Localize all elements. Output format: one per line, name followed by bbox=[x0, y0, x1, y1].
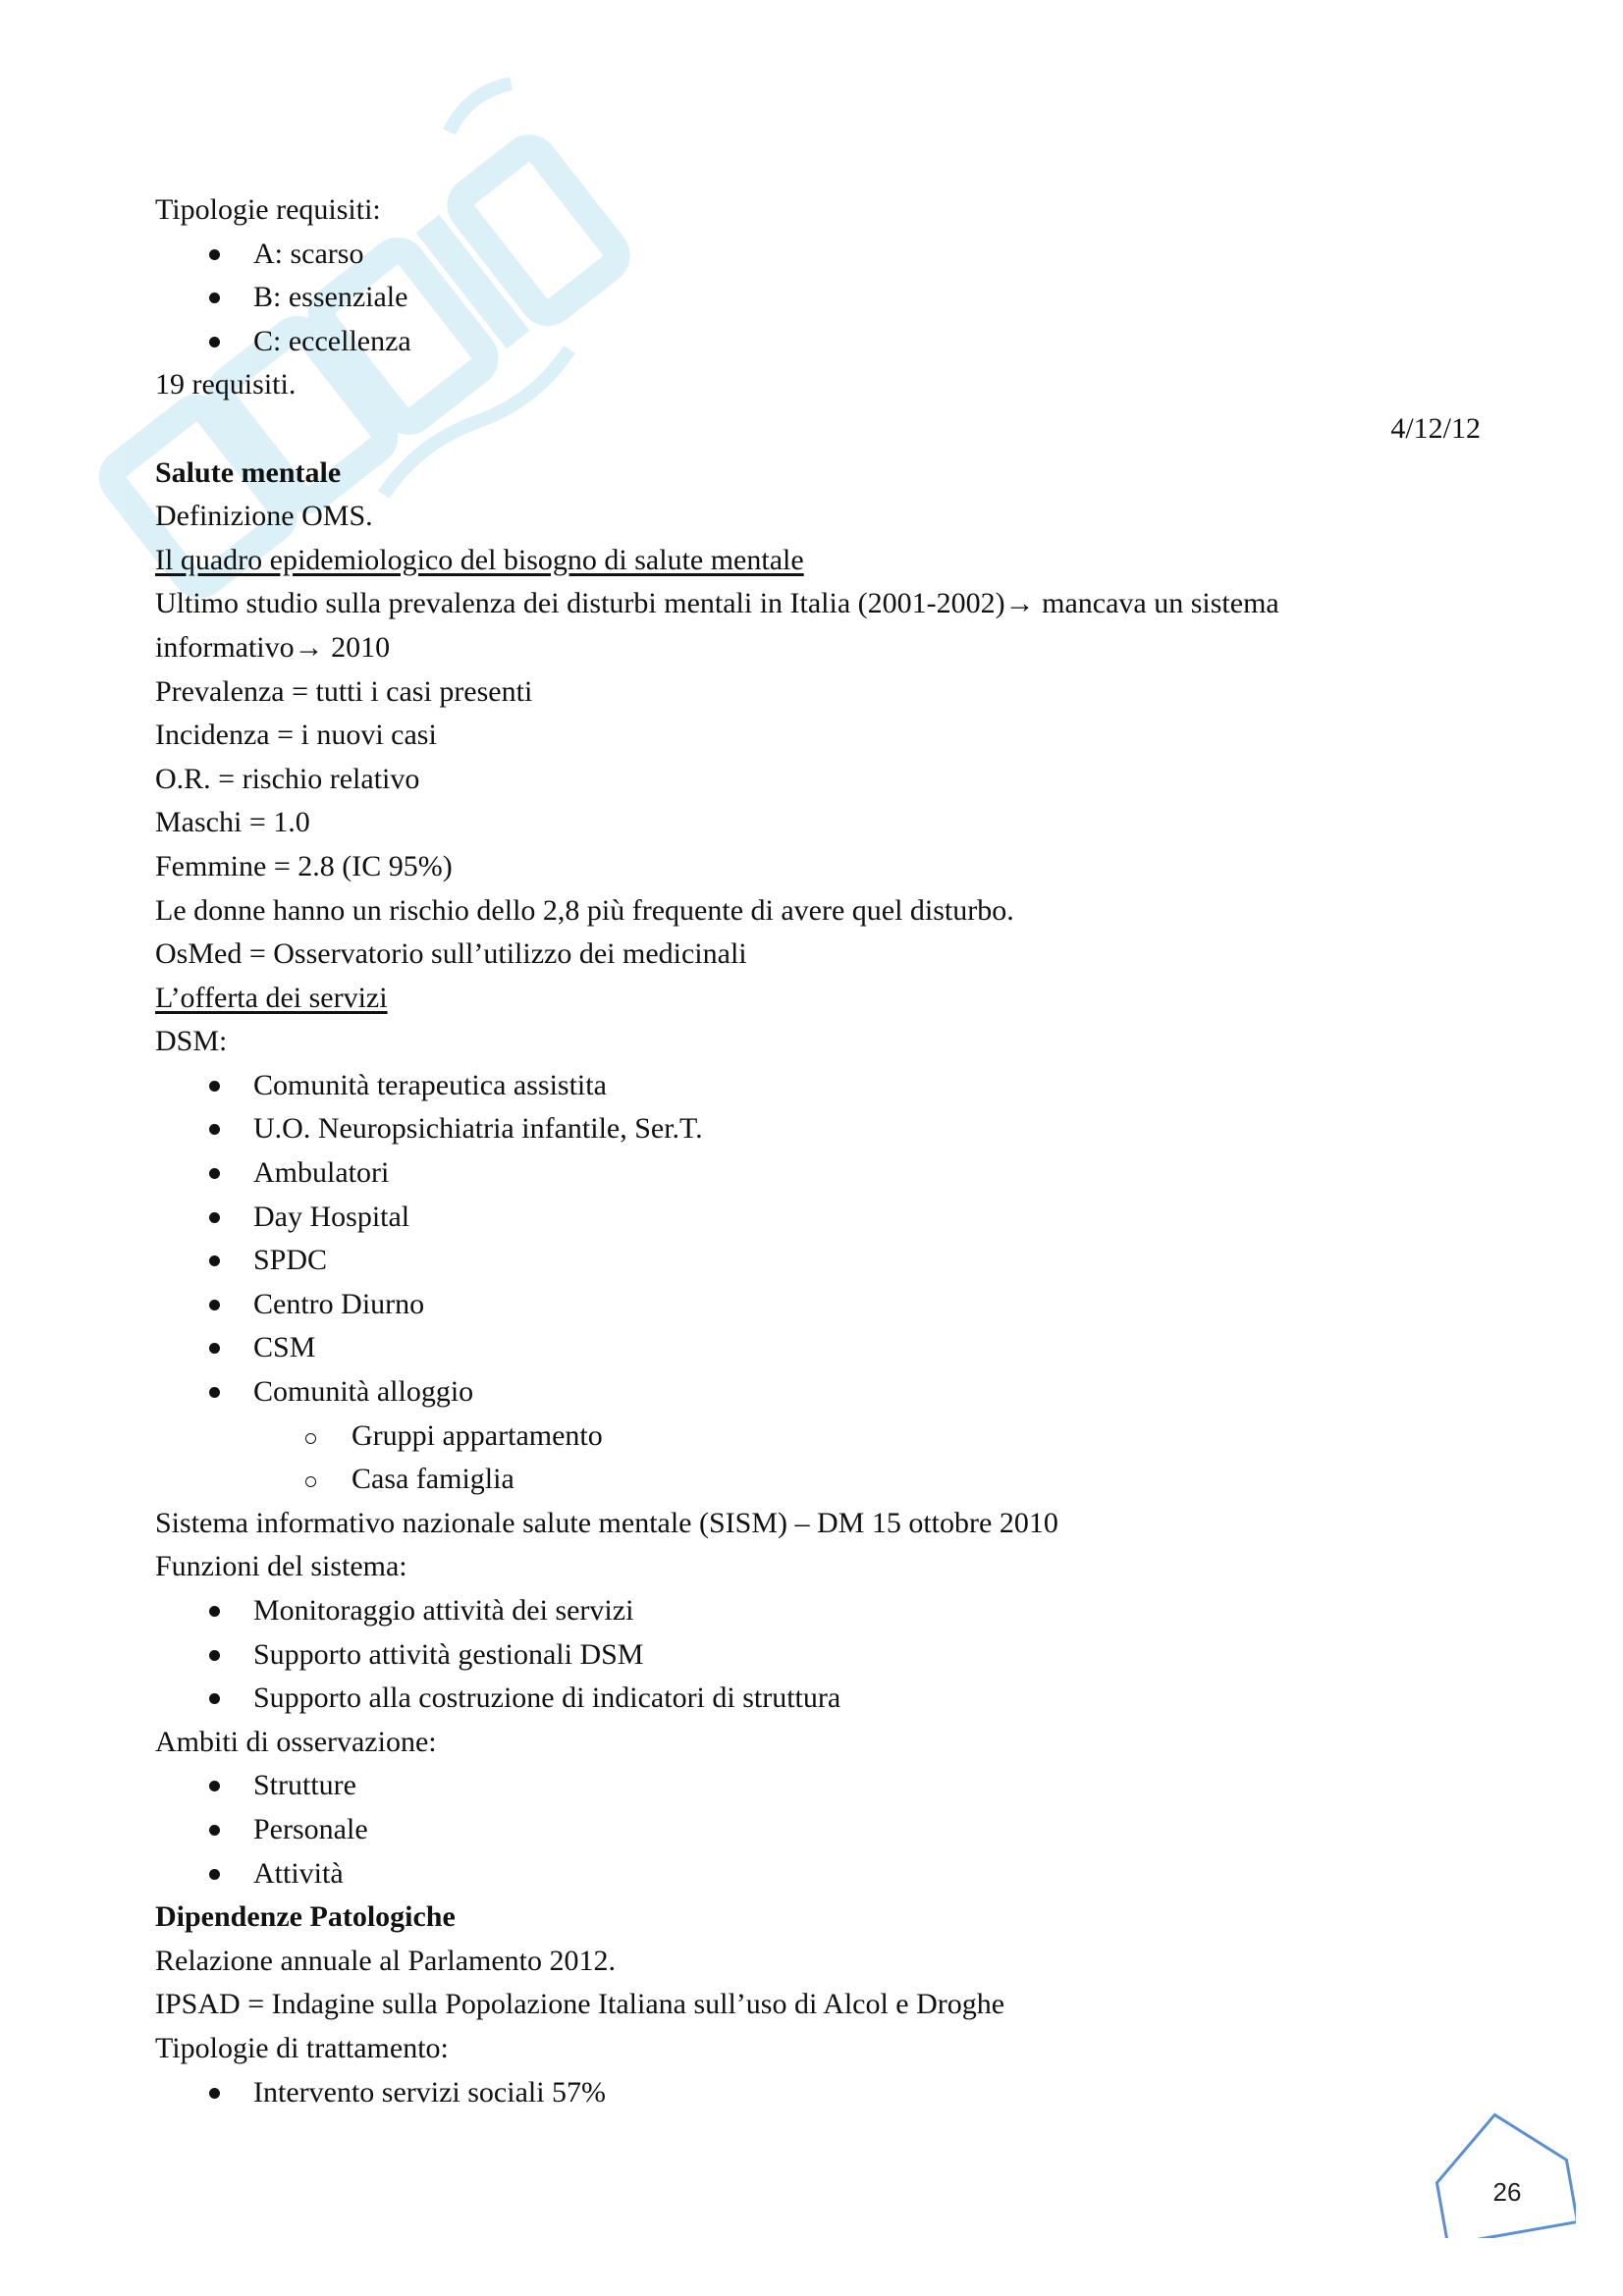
list-item: U.O. Neuropsichiatria infantile, Ser.T. bbox=[155, 1107, 1481, 1151]
text-line: Ultimo studio sulla prevalenza dei disturbi mentali in Italia (2001-2002)→ mancava un sistema bbox=[155, 587, 1279, 620]
list-item: Centro Diurno bbox=[155, 1283, 1481, 1327]
subheading-offerta-servizi: L’offerta dei servizi bbox=[155, 981, 388, 1014]
page-number: 26 bbox=[1492, 2177, 1522, 2207]
list-item: A: scarso bbox=[155, 233, 1481, 277]
document-body bbox=[155, 188, 1481, 2114]
text-line: Relazione annuale al Parlamento 2012. bbox=[155, 1944, 616, 1977]
sub-list-item: Casa famiglia bbox=[155, 1458, 1481, 1502]
page-number-badge bbox=[1429, 2110, 1576, 2238]
text-line: Femmine = 2.8 (IC 95%) bbox=[155, 849, 453, 882]
list-item: Strutture bbox=[155, 1764, 1481, 1808]
list-item: Comunità alloggio bbox=[155, 1370, 1481, 1415]
text-line: DSM: bbox=[155, 1025, 228, 1058]
section-title-dipendenze: Dipendenze Patologiche bbox=[155, 1900, 456, 1934]
list-item: CSM bbox=[155, 1326, 1481, 1370]
list-item: Comunità terapeutica assistita bbox=[155, 1064, 1481, 1108]
text-line: Tipologie di trattamento: bbox=[155, 2031, 449, 2064]
list-item: Supporto attività gestionali DSM bbox=[155, 1633, 1481, 1678]
list-item: B: essenziale bbox=[155, 276, 1481, 320]
text-line: 19 requisiti. bbox=[155, 368, 297, 401]
text-line: OsMed = Osservatorio sull’utilizzo dei medicinali bbox=[155, 937, 747, 971]
subheading-quadro-epidemiologico: Il quadro epidemiologico del bisogno di salute mentale bbox=[155, 543, 804, 576]
heading-tipologie-requisiti: Tipologie requisiti: bbox=[155, 193, 381, 226]
sub-list-item: Gruppi appartamento bbox=[155, 1415, 1481, 1459]
list-item: Intervento servizi sociali 57% bbox=[155, 2071, 1481, 2115]
section-title-salute-mentale: Salute mentale bbox=[155, 455, 342, 489]
text-line: Prevalenza = tutti i casi presenti bbox=[155, 674, 533, 708]
list-item: Day Hospital bbox=[155, 1196, 1481, 1240]
text-line: Funzioni del sistema: bbox=[155, 1550, 407, 1583]
list-item: Supporto alla costruzione di indicatori di struttura bbox=[155, 1677, 1481, 1721]
text-line: Maschi = 1.0 bbox=[155, 806, 310, 839]
list-item: Ambulatori bbox=[155, 1151, 1481, 1196]
text-line: Le donne hanno un rischio dello 2,8 più frequente di avere quel disturbo. bbox=[155, 893, 1014, 927]
text-line: Definizione OMS. bbox=[155, 500, 373, 533]
list-item: Attività bbox=[155, 1852, 1481, 1896]
text-line: informativo→ 2010 bbox=[155, 630, 391, 664]
text-line: O.R. = rischio relativo bbox=[155, 762, 420, 795]
date-row bbox=[155, 407, 1481, 452]
list-item: C: eccellenza bbox=[155, 320, 1481, 364]
text-line: Sistema informativo nazionale salute mentale (SISM) – DM 15 ottobre 2010 bbox=[155, 1506, 1058, 1539]
text-line: IPSAD = Indagine sulla Popolazione Italiana sull’uso di Alcol e Droghe bbox=[155, 1988, 1005, 2021]
list-item: Personale bbox=[155, 1808, 1481, 1852]
list-item: Monitoraggio attività dei servizi bbox=[155, 1589, 1481, 1633]
text-line: Incidenza = i nuovi casi bbox=[155, 719, 437, 752]
date-label: 4/12/12 bbox=[1390, 411, 1481, 445]
list-item: SPDC bbox=[155, 1239, 1481, 1283]
text-line: Ambiti di osservazione: bbox=[155, 1725, 437, 1758]
